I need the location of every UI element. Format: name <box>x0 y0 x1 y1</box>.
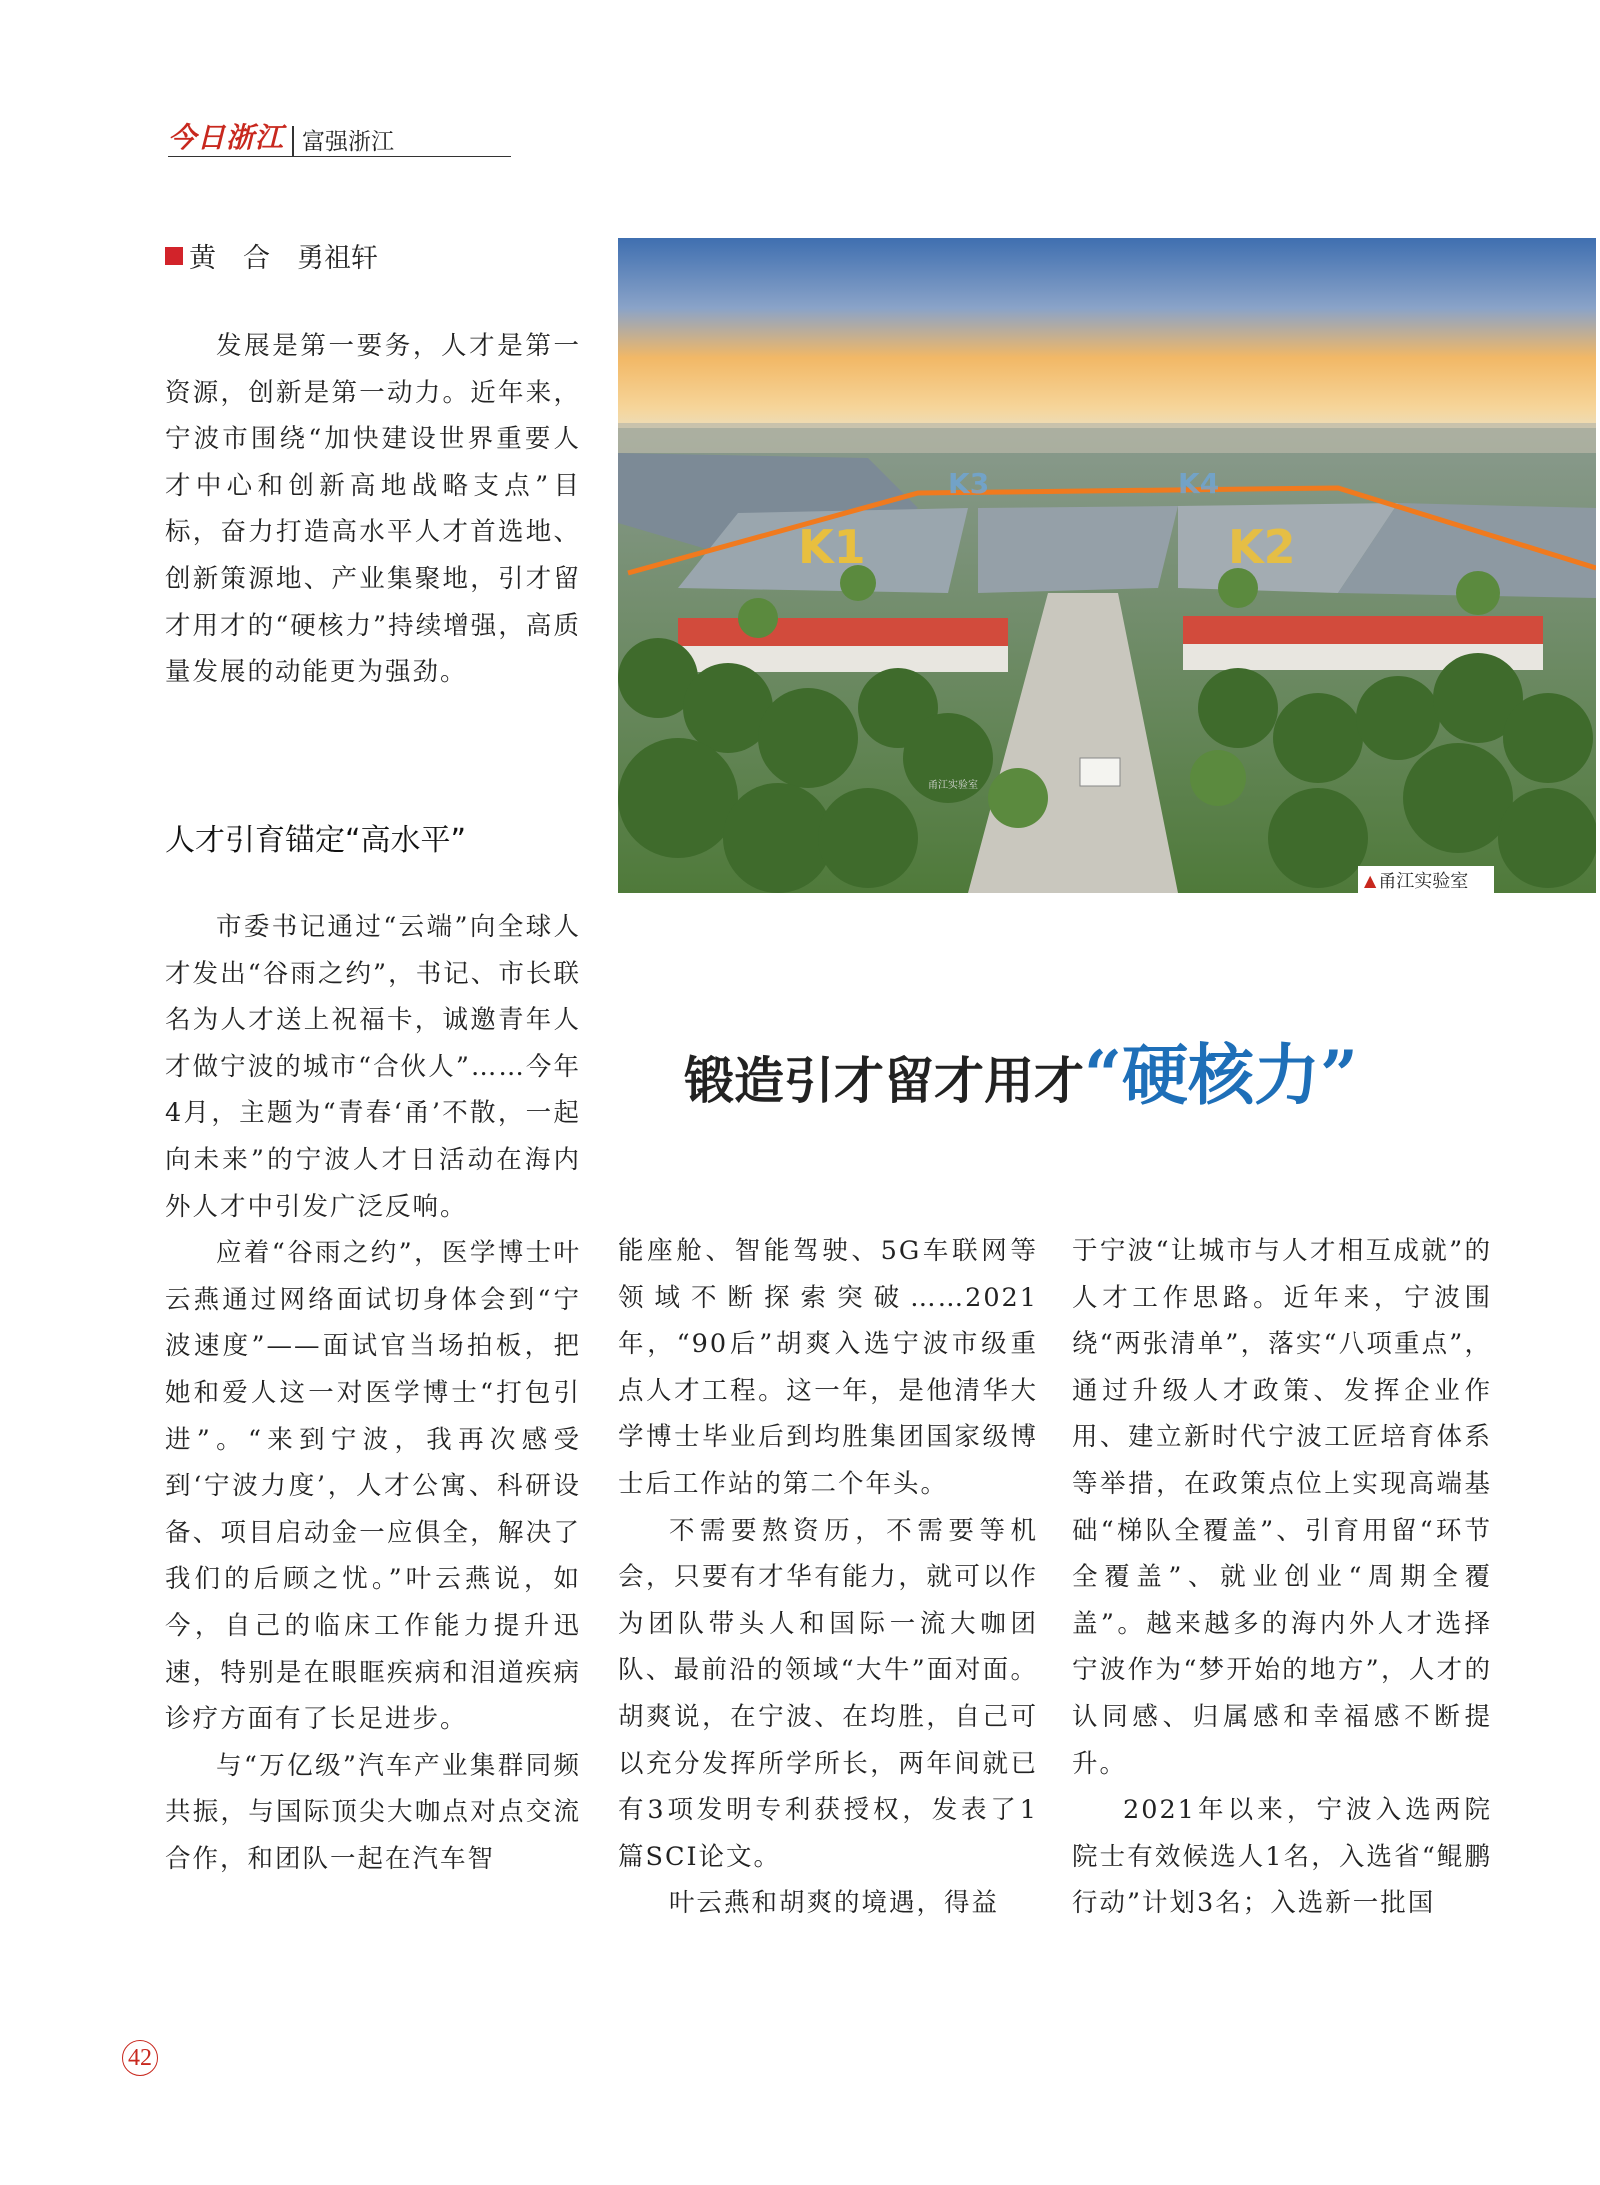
author-names: 黄 合 勇祖轩 <box>189 243 378 274</box>
gate-sign: 甬江实验室 <box>928 780 978 791</box>
building-label: K3 <box>948 467 990 500</box>
paragraph: 叶云燕和胡爽的境遇，得益 <box>669 1888 1000 1919</box>
column-1 <box>165 904 581 1882</box>
header-rule <box>168 156 511 157</box>
title-highlight: “硬核力” <box>1084 1036 1358 1114</box>
intro-paragraph <box>165 323 581 696</box>
column-3 <box>1072 1228 1492 1927</box>
caption-text: 甬江实验室 <box>1378 871 1469 892</box>
paragraph: 应着“谷雨之约”，医学博士叶云燕通过网络面试切身体会到“宁波速度”——面试官当场拍板，把她和爱人这一对医学博士“打包引进”。“来到宁波，我再次感受到‘宁波力度’，人才公寓、科研设备、项目启动金一应俱全，解决了我们的后顾之忧。”叶云燕说，如今，自己的临床工作能力提升迅速，特别是在眼眶疾病和泪道疾病诊疗方面有了长足进步。 <box>165 1238 581 1735</box>
paragraph: 于宁波“让城市与人才相互成就”的人才工作思路。近年来，宁波围绕“两张清单”，落实“八项重点”，通过升级人才政策、发挥企业作用、建立新时代宁波工匠培育体系等举措，在政策点位上实现高端基础“梯队全覆盖”、引育用留“环节全覆盖”、就业创业“周期全覆盖”。越来越多的海内外人才选择宁波作为“梦开始的地方”，人才的认同感、归属感和幸福感不断提升。 <box>1072 1236 1492 1779</box>
aerial-photo <box>618 238 1596 893</box>
paragraph: 与“万亿级”汽车产业集群同频共振，与国际顶尖大咖点对点交流合作，和团队一起在汽车智 <box>165 1750 581 1874</box>
title-main: 锻造引才留才用才 <box>684 1051 1084 1110</box>
paragraph: 2021年以来，宁波入选两院院士有效候选人1名，入选省“鲲鹏行动”计划3名；入选新一批国 <box>1072 1795 1492 1919</box>
triangle-icon: ▲ <box>1364 870 1377 890</box>
section-name: 富强浙江 <box>302 128 395 154</box>
column-2 <box>618 1228 1038 1927</box>
building-label: K4 <box>1178 467 1220 500</box>
building-label: K1 <box>798 520 866 574</box>
subheading: 人才引育锚定“高水平” <box>165 823 467 858</box>
paragraph: 能座舱、智能驾驶、5G车联网等领域不断探索突破……2021年，“90后”胡爽入选宁波市级重点人才工程。这一年，是他清华大学博士毕业后到均胜集团国家级博士后工作站的第二个年头。 <box>618 1236 1038 1499</box>
paragraph: 不需要熬资历，不需要等机会，只要有才华有能力，就可以作为团队带头人和国际一流大咖团队、最前沿的领域“大牛”面对面。胡爽说，在宁波、在均胜，自己可以充分发挥所学所长，两年间就已有3项发明专利获授权，发表了1篇SCI论文。 <box>618 1515 1038 1872</box>
page-header <box>168 121 395 156</box>
red-square-icon <box>165 247 183 265</box>
building-label: K2 <box>1228 520 1296 574</box>
header-separator <box>292 126 294 156</box>
article-title <box>684 1022 1358 1117</box>
intro-text: 发展是第一要务，人才是第一资源，创新是第一动力。近年来，宁波市围绕“加快建设世界重要人才中心和创新高地战略支点”目标，奋力打造高水平人才首选地、创新策源地、产业集聚地，引才留才用才的“硬核力”持续增强，高质量发展的动能更为强劲。 <box>165 331 581 688</box>
page-number: 42 <box>122 2040 158 2076</box>
byline <box>165 236 378 275</box>
paragraph: 市委书记通过“云端”向全球人才发出“谷雨之约”，书记、市长联名为人才送上祝福卡，诚邀青年人才做宁波的城市“合伙人”……今年4月，主题为“青春‘甬’不散，一起向未来”的宁波人才日活动在海内外人才中引发广泛反响。 <box>165 912 581 1222</box>
aerial-photo-illustration <box>618 238 1596 893</box>
magazine-logo: 今日浙江 <box>168 121 285 154</box>
photo-caption <box>1358 866 1494 894</box>
